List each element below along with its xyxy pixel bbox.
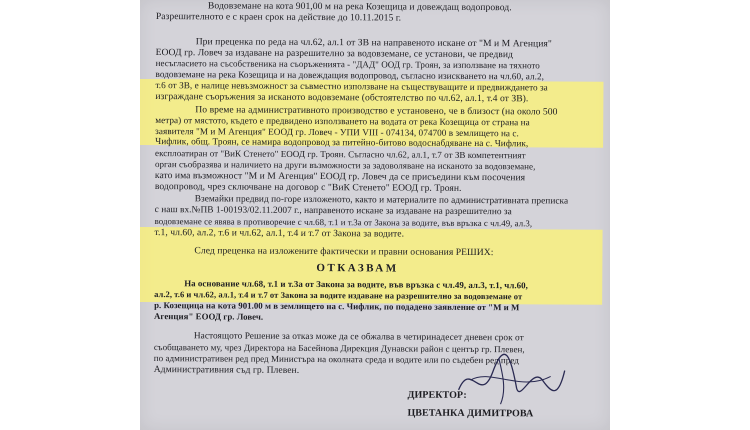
doc-line-29: по административен ред пред Министъра на околната среда и водите или по съдебен ред пред (153, 353, 519, 366)
doc-line-8: изграждане съоръжения за исканото водовземане (обстоятелство по чл.62, ал.1, т.4 от ЗВ). (155, 91, 529, 105)
document-page (140, 0, 610, 430)
doc-line-19: водовземане се явява в противоречие с чл.68, т.1 и т.3а от Закона за водите, във връзка с чл.49, ал.3, (154, 216, 533, 229)
doc-line-7: т.6 от ЗВ, е налице невъзможност за съвместно използване на съществуващите и предвиждането за (155, 80, 548, 93)
doc-line-30: Административния съд гр. Плевен. (153, 364, 300, 376)
doc-line-14: орган съобразява и наличието на други възможности за задоволяване на исканото за водовземане, (154, 159, 536, 172)
doc-line-27: Настоящото Решение за отказ може да се обжалва в четиринадесет дневен срок от (193, 331, 524, 344)
doc-line-12: Чифлик, общ. Троян, се намира водопровод за питейно-битово водоснабдяване на с. Чифлик, (155, 137, 529, 150)
doc-line-4: ЕООД гр. Ловеч за издаване на разрешително за водовземане, се установи, че предвид (155, 47, 514, 61)
decision-line-1: На основание чл.68, т.1 и т.3а от Закона за водите, във връзка с чл.49, ал.3, т.1, чл.60, (184, 278, 528, 291)
doc-line-20: т.1, чл.60, ал.2, т.6 и чл.62, ал.1, т.4 и т.7 от Закона за водите. (154, 227, 405, 240)
doc-line-3: При преценка по реда на чл.62, ал.1 от ЗВ на направеното искане от "М и М Агенция" (195, 36, 552, 50)
doc-line-28: съобщаването му, чрез Директора на Басейнова Дирекция Дунавски район с център гр. Плевен, (153, 342, 525, 355)
decision-line-4: Агенция" ЕООД гр. Ловеч. (154, 311, 264, 322)
doc-line-2: Разрешителното е с краен срок на действие до 10.11.2015 г. (155, 11, 402, 24)
doc-line-13: експлоатиран от "ВиК Стенето" ЕООД гр. Троян. Съгласно чл.62, ал.1, т.7 от ЗВ компетентният (155, 148, 526, 161)
decision-heading: ОТКАЗВАМ (316, 262, 399, 275)
director-label: ДИРЕКТОР: (407, 389, 467, 401)
director-name: ЦВЕТАНКА ДИМИТРОВА (407, 407, 534, 420)
decision-line-3: р. Козещица на кота 901.00 м в землището на с. Чифлик, по подадено заявление от "М и М (154, 300, 520, 313)
doc-line-1: Водовземане на кота 901,00 м на река Козещица и довеждащ водопровод. (207, 0, 512, 14)
doc-line-15: като има възможност "М и М Агенция" ЕООД гр. Ловеч да се присъедини към посочения (154, 170, 526, 184)
doc-line-9: По време на административното производство е установено, че в близост (на около 500 (195, 104, 558, 118)
doc-line-10: метра) от мястото, където е предвидено използването на водата от река Козещица от страна на (155, 115, 530, 128)
doc-line-17: Вземайки предвид по-горе изложеното, както и материалите по административната преписка (194, 194, 569, 207)
doc-line-11: заявителя "М и М Агенция" ЕООД гр. Ловеч - УПИ VIII - 074134, 074700 в землището на с. (155, 126, 519, 139)
doc-line-21: След преценка на изложените фактически и правни основания РЕШИХ: (194, 245, 494, 259)
doc-line-16: водопровод, чрез сключване на договор с "ВиК Стенето" ЕООД гр. Троян. (154, 181, 462, 194)
doc-line-6: водовземане на река Козещица и на довеждащия водопровод, съгласно изискването на чл.60, ал.2, (155, 69, 545, 82)
doc-line-5: несъгласието на съсобственика на съоръженията - "ДАД" ООД гр. Троян, за използване на тяхното (155, 58, 540, 71)
decision-line-2: ал.2, т.6 и чл.62, ал.1, т.4 и т.7 от Закона за водите издаване на разрешително за водовземане от (154, 289, 523, 302)
signature-scribble (450, 350, 570, 411)
doc-line-18: с наш вх.№ПВ 1-00193/02.11.2007 г., направеното искане за издаване на разрешително за (154, 205, 512, 218)
